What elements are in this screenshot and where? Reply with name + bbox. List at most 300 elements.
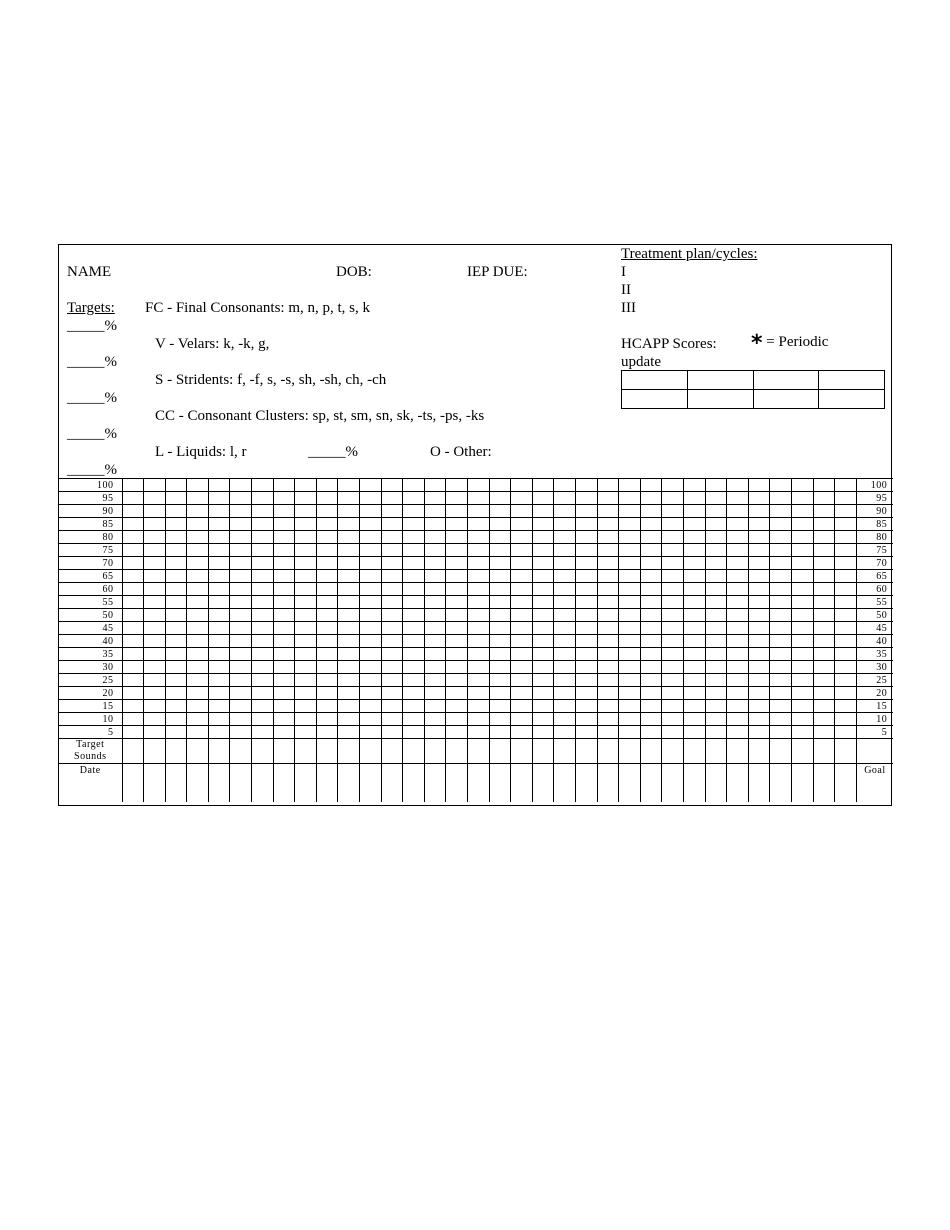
grid-cell[interactable] — [468, 505, 490, 518]
grid-cell[interactable] — [532, 492, 554, 505]
grid-cell[interactable] — [597, 713, 619, 726]
grid-cell[interactable] — [338, 700, 360, 713]
grid-cell[interactable] — [532, 544, 554, 557]
grid-cell[interactable] — [835, 726, 857, 739]
grid-cell[interactable] — [770, 609, 792, 622]
grid-cell[interactable] — [662, 622, 684, 635]
grid-cell[interactable] — [813, 713, 835, 726]
grid-cell[interactable] — [316, 674, 338, 687]
grid-cell[interactable] — [403, 687, 425, 700]
grid-cell[interactable] — [662, 596, 684, 609]
grid-cell[interactable] — [532, 479, 554, 492]
grid-cell[interactable] — [252, 661, 274, 674]
grid-cell[interactable] — [165, 479, 187, 492]
grid-cell[interactable] — [403, 479, 425, 492]
grid-cell[interactable] — [575, 596, 597, 609]
grid-cell[interactable] — [597, 764, 619, 803]
grid-cell[interactable] — [770, 570, 792, 583]
grid-cell[interactable] — [727, 648, 749, 661]
grid-cell[interactable] — [122, 557, 144, 570]
grid-cell[interactable] — [748, 661, 770, 674]
grid-cell[interactable] — [640, 764, 662, 803]
grid-cell[interactable] — [683, 531, 705, 544]
grid-cell[interactable] — [122, 648, 144, 661]
grid-cell[interactable] — [360, 609, 382, 622]
grid-cell[interactable] — [619, 544, 641, 557]
grid-cell[interactable] — [273, 609, 295, 622]
grid-cell[interactable] — [835, 583, 857, 596]
grid-cell[interactable] — [381, 700, 403, 713]
grid-cell[interactable] — [122, 505, 144, 518]
grid-cell[interactable] — [813, 764, 835, 803]
grid-cell[interactable] — [187, 479, 209, 492]
grid-cell[interactable] — [273, 648, 295, 661]
grid-cell[interactable] — [575, 622, 597, 635]
grid-cell[interactable] — [813, 635, 835, 648]
grid-cell[interactable] — [252, 557, 274, 570]
grid-cell[interactable] — [295, 764, 317, 803]
grid-cell[interactable] — [338, 609, 360, 622]
grid-cell[interactable] — [791, 635, 813, 648]
grid-cell[interactable] — [360, 713, 382, 726]
grid-cell[interactable] — [640, 492, 662, 505]
grid-cell[interactable] — [446, 700, 468, 713]
grid-cell[interactable] — [316, 764, 338, 803]
grid-cell[interactable] — [705, 531, 727, 544]
grid-cell[interactable] — [144, 518, 166, 531]
grid-cell[interactable] — [424, 479, 446, 492]
grid-cell[interactable] — [187, 648, 209, 661]
grid-cell[interactable] — [165, 557, 187, 570]
grid-cell[interactable] — [122, 661, 144, 674]
grid-cell[interactable] — [662, 570, 684, 583]
grid-cell[interactable] — [252, 713, 274, 726]
grid-cell[interactable] — [619, 739, 641, 764]
grid-cell[interactable] — [360, 635, 382, 648]
grid-cell[interactable] — [360, 583, 382, 596]
grid-cell[interactable] — [662, 544, 684, 557]
grid-cell[interactable] — [835, 635, 857, 648]
grid-cell[interactable] — [144, 544, 166, 557]
grid-cell[interactable] — [424, 505, 446, 518]
grid-cell[interactable] — [360, 518, 382, 531]
grid-cell[interactable] — [748, 622, 770, 635]
grid-cell[interactable] — [554, 492, 576, 505]
grid-cell[interactable] — [791, 739, 813, 764]
grid-cell[interactable] — [360, 687, 382, 700]
grid-cell[interactable] — [640, 609, 662, 622]
grid-cell[interactable] — [187, 739, 209, 764]
grid-cell[interactable] — [835, 622, 857, 635]
grid-cell[interactable] — [554, 505, 576, 518]
grid-cell[interactable] — [468, 687, 490, 700]
grid-cell[interactable] — [662, 479, 684, 492]
grid-cell[interactable] — [424, 518, 446, 531]
grid-cell[interactable] — [424, 492, 446, 505]
grid-cell[interactable] — [727, 622, 749, 635]
grid-cell[interactable] — [770, 544, 792, 557]
grid-cell[interactable] — [511, 609, 533, 622]
grid-cell[interactable] — [705, 700, 727, 713]
grid-cell[interactable] — [273, 492, 295, 505]
grid-cell[interactable] — [835, 596, 857, 609]
grid-cell[interactable] — [403, 739, 425, 764]
grid-cell[interactable] — [705, 505, 727, 518]
grid-cell[interactable] — [424, 622, 446, 635]
grid-cell[interactable] — [144, 726, 166, 739]
grid-cell[interactable] — [381, 518, 403, 531]
grid-cell[interactable] — [165, 648, 187, 661]
grid-cell[interactable] — [295, 648, 317, 661]
grid-cell[interactable] — [554, 726, 576, 739]
grid-cell[interactable] — [575, 570, 597, 583]
grid-cell[interactable] — [511, 583, 533, 596]
grid-cell[interactable] — [813, 557, 835, 570]
grid-cell[interactable] — [791, 518, 813, 531]
grid-cell[interactable] — [511, 518, 533, 531]
grid-cell[interactable] — [295, 726, 317, 739]
grid-cell[interactable] — [252, 726, 274, 739]
grid-cell[interactable] — [554, 609, 576, 622]
grid-cell[interactable] — [813, 648, 835, 661]
grid-cell[interactable] — [208, 739, 230, 764]
grid-cell[interactable] — [381, 531, 403, 544]
grid-cell[interactable] — [424, 596, 446, 609]
grid-cell[interactable] — [662, 518, 684, 531]
grid-cell[interactable] — [683, 518, 705, 531]
grid-cell[interactable] — [252, 479, 274, 492]
grid-cell[interactable] — [619, 505, 641, 518]
grid-cell[interactable] — [489, 700, 511, 713]
grid-cell[interactable] — [683, 687, 705, 700]
grid-cell[interactable] — [316, 622, 338, 635]
grid-cell[interactable] — [424, 544, 446, 557]
grid-cell[interactable] — [532, 739, 554, 764]
grid-cell[interactable] — [554, 713, 576, 726]
grid-cell[interactable] — [360, 570, 382, 583]
grid-cell[interactable] — [597, 583, 619, 596]
grid-cell[interactable] — [273, 764, 295, 803]
grid-cell[interactable] — [295, 531, 317, 544]
grid-cell[interactable] — [122, 583, 144, 596]
grid-cell[interactable] — [662, 583, 684, 596]
grid-cell[interactable] — [489, 674, 511, 687]
grid-cell[interactable] — [770, 687, 792, 700]
grid-cell[interactable] — [748, 596, 770, 609]
grid-cell[interactable] — [489, 531, 511, 544]
grid-cell[interactable] — [532, 700, 554, 713]
grid-cell[interactable] — [705, 726, 727, 739]
grid-cell[interactable] — [273, 687, 295, 700]
grid-cell[interactable] — [619, 609, 641, 622]
grid-cell[interactable] — [511, 505, 533, 518]
grid-cell[interactable] — [273, 518, 295, 531]
grid-cell[interactable] — [252, 739, 274, 764]
grid-cell[interactable] — [424, 609, 446, 622]
grid-cell[interactable] — [468, 544, 490, 557]
grid-cell[interactable] — [554, 583, 576, 596]
grid-cell[interactable] — [144, 635, 166, 648]
grid-cell[interactable] — [597, 661, 619, 674]
grid-cell[interactable] — [187, 570, 209, 583]
grid-cell[interactable] — [813, 518, 835, 531]
hcapp-score-cell[interactable] — [753, 390, 819, 409]
grid-cell[interactable] — [424, 635, 446, 648]
grid-cell[interactable] — [144, 713, 166, 726]
grid-cell[interactable] — [273, 622, 295, 635]
grid-cell[interactable] — [446, 492, 468, 505]
grid-cell[interactable] — [295, 544, 317, 557]
grid-cell[interactable] — [748, 544, 770, 557]
grid-cell[interactable] — [511, 622, 533, 635]
grid-cell[interactable] — [575, 531, 597, 544]
grid-cell[interactable] — [252, 518, 274, 531]
grid-cell[interactable] — [532, 635, 554, 648]
grid-cell[interactable] — [705, 713, 727, 726]
grid-cell[interactable] — [338, 570, 360, 583]
grid-cell[interactable] — [683, 570, 705, 583]
grid-cell[interactable] — [640, 544, 662, 557]
grid-cell[interactable] — [468, 764, 490, 803]
grid-cell[interactable] — [489, 544, 511, 557]
grid-cell[interactable] — [316, 518, 338, 531]
grid-cell[interactable] — [791, 505, 813, 518]
grid-cell[interactable] — [683, 700, 705, 713]
grid-cell[interactable] — [252, 700, 274, 713]
grid-cell[interactable] — [187, 764, 209, 803]
grid-cell[interactable] — [813, 726, 835, 739]
grid-cell[interactable] — [554, 544, 576, 557]
grid-cell[interactable] — [597, 674, 619, 687]
grid-cell[interactable] — [597, 596, 619, 609]
grid-cell[interactable] — [770, 596, 792, 609]
grid-cell[interactable] — [705, 609, 727, 622]
grid-cell[interactable] — [597, 648, 619, 661]
grid-cell[interactable] — [727, 544, 749, 557]
grid-cell[interactable] — [619, 492, 641, 505]
grid-cell[interactable] — [273, 700, 295, 713]
grid-cell[interactable] — [144, 583, 166, 596]
grid-cell[interactable] — [122, 674, 144, 687]
grid-cell[interactable] — [554, 557, 576, 570]
grid-cell[interactable] — [619, 674, 641, 687]
grid-cell[interactable] — [619, 713, 641, 726]
grid-cell[interactable] — [791, 609, 813, 622]
grid-cell[interactable] — [338, 674, 360, 687]
grid-cell[interactable] — [165, 531, 187, 544]
grid-cell[interactable] — [705, 648, 727, 661]
hcapp-score-cell[interactable] — [819, 371, 885, 390]
grid-cell[interactable] — [446, 739, 468, 764]
grid-cell[interactable] — [230, 674, 252, 687]
grid-cell[interactable] — [252, 609, 274, 622]
grid-cell[interactable] — [381, 713, 403, 726]
grid-cell[interactable] — [446, 596, 468, 609]
grid-cell[interactable] — [727, 531, 749, 544]
grid-cell[interactable] — [295, 570, 317, 583]
grid-cell[interactable] — [403, 518, 425, 531]
grid-cell[interactable] — [424, 700, 446, 713]
grid-cell[interactable] — [273, 531, 295, 544]
grid-cell[interactable] — [273, 479, 295, 492]
grid-cell[interactable] — [446, 635, 468, 648]
grid-cell[interactable] — [468, 700, 490, 713]
grid-cell[interactable] — [424, 726, 446, 739]
grid-cell[interactable] — [165, 492, 187, 505]
grid-cell[interactable] — [554, 596, 576, 609]
grid-cell[interactable] — [230, 609, 252, 622]
grid-cell[interactable] — [381, 492, 403, 505]
grid-cell[interactable] — [489, 726, 511, 739]
hcapp-score-cell[interactable] — [687, 371, 753, 390]
grid-cell[interactable] — [640, 713, 662, 726]
grid-cell[interactable] — [489, 596, 511, 609]
grid-cell[interactable] — [424, 570, 446, 583]
grid-cell[interactable] — [252, 674, 274, 687]
grid-cell[interactable] — [165, 700, 187, 713]
grid-cell[interactable] — [316, 726, 338, 739]
grid-cell[interactable] — [835, 557, 857, 570]
grid-cell[interactable] — [554, 479, 576, 492]
grid-cell[interactable] — [683, 492, 705, 505]
grid-cell[interactable] — [468, 739, 490, 764]
grid-cell[interactable] — [468, 713, 490, 726]
grid-cell[interactable] — [230, 648, 252, 661]
grid-cell[interactable] — [813, 492, 835, 505]
grid-cell[interactable] — [597, 479, 619, 492]
grid-cell[interactable] — [403, 557, 425, 570]
grid-cell[interactable] — [748, 531, 770, 544]
grid-cell[interactable] — [273, 570, 295, 583]
grid-cell[interactable] — [683, 661, 705, 674]
grid-cell[interactable] — [791, 596, 813, 609]
grid-cell[interactable] — [640, 479, 662, 492]
grid-cell[interactable] — [640, 557, 662, 570]
grid-cell[interactable] — [403, 726, 425, 739]
grid-cell[interactable] — [338, 583, 360, 596]
grid-cell[interactable] — [727, 661, 749, 674]
grid-cell[interactable] — [338, 596, 360, 609]
grid-cell[interactable] — [640, 505, 662, 518]
grid-cell[interactable] — [640, 518, 662, 531]
grid-cell[interactable] — [511, 764, 533, 803]
grid-cell[interactable] — [187, 726, 209, 739]
grid-cell[interactable] — [252, 596, 274, 609]
grid-cell[interactable] — [338, 479, 360, 492]
grid-cell[interactable] — [813, 739, 835, 764]
grid-cell[interactable] — [575, 479, 597, 492]
grid-cell[interactable] — [813, 505, 835, 518]
grid-cell[interactable] — [360, 531, 382, 544]
grid-cell[interactable] — [489, 713, 511, 726]
grid-cell[interactable] — [532, 726, 554, 739]
grid-cell[interactable] — [705, 622, 727, 635]
grid-cell[interactable] — [705, 661, 727, 674]
grid-cell[interactable] — [532, 713, 554, 726]
grid-cell[interactable] — [252, 544, 274, 557]
grid-cell[interactable] — [770, 726, 792, 739]
grid-cell[interactable] — [468, 609, 490, 622]
grid-cell[interactable] — [554, 739, 576, 764]
grid-cell[interactable] — [295, 479, 317, 492]
grid-cell[interactable] — [165, 687, 187, 700]
grid-cell[interactable] — [446, 713, 468, 726]
grid-cell[interactable] — [554, 648, 576, 661]
hcapp-score-cell[interactable] — [753, 371, 819, 390]
grid-cell[interactable] — [813, 622, 835, 635]
grid-cell[interactable] — [683, 596, 705, 609]
grid-cell[interactable] — [575, 674, 597, 687]
grid-cell[interactable] — [554, 700, 576, 713]
grid-cell[interactable] — [122, 531, 144, 544]
grid-cell[interactable] — [144, 505, 166, 518]
grid-cell[interactable] — [252, 764, 274, 803]
grid-cell[interactable] — [813, 479, 835, 492]
grid-cell[interactable] — [489, 661, 511, 674]
grid-cell[interactable] — [187, 687, 209, 700]
grid-cell[interactable] — [554, 764, 576, 803]
grid-cell[interactable] — [748, 700, 770, 713]
grid-cell[interactable] — [575, 700, 597, 713]
grid-cell[interactable] — [791, 557, 813, 570]
grid-cell[interactable] — [835, 531, 857, 544]
grid-cell[interactable] — [208, 570, 230, 583]
grid-cell[interactable] — [230, 518, 252, 531]
grid-cell[interactable] — [727, 674, 749, 687]
grid-cell[interactable] — [619, 661, 641, 674]
grid-cell[interactable] — [360, 505, 382, 518]
grid-cell[interactable] — [597, 492, 619, 505]
grid-cell[interactable] — [144, 557, 166, 570]
grid-cell[interactable] — [770, 622, 792, 635]
grid-cell[interactable] — [489, 764, 511, 803]
grid-cell[interactable] — [468, 661, 490, 674]
grid-cell[interactable] — [403, 635, 425, 648]
target-sounds-goal-cell[interactable] — [856, 739, 893, 764]
grid-cell[interactable] — [619, 648, 641, 661]
grid-cell[interactable] — [640, 596, 662, 609]
grid-cell[interactable] — [489, 609, 511, 622]
grid-cell[interactable] — [230, 583, 252, 596]
grid-cell[interactable] — [640, 648, 662, 661]
grid-cell[interactable] — [165, 739, 187, 764]
grid-cell[interactable] — [511, 557, 533, 570]
grid-cell[interactable] — [468, 570, 490, 583]
grid-cell[interactable] — [489, 505, 511, 518]
grid-cell[interactable] — [316, 492, 338, 505]
grid-cell[interactable] — [187, 583, 209, 596]
grid-cell[interactable] — [683, 648, 705, 661]
grid-cell[interactable] — [122, 764, 144, 803]
grid-cell[interactable] — [619, 557, 641, 570]
grid-cell[interactable] — [360, 648, 382, 661]
grid-cell[interactable] — [187, 531, 209, 544]
grid-cell[interactable] — [424, 674, 446, 687]
grid-cell[interactable] — [640, 622, 662, 635]
grid-cell[interactable] — [424, 557, 446, 570]
grid-cell[interactable] — [489, 479, 511, 492]
grid-cell[interactable] — [748, 583, 770, 596]
grid-cell[interactable] — [748, 764, 770, 803]
grid-cell[interactable] — [316, 609, 338, 622]
grid-cell[interactable] — [446, 648, 468, 661]
grid-cell[interactable] — [295, 739, 317, 764]
grid-cell[interactable] — [252, 687, 274, 700]
grid-cell[interactable] — [554, 687, 576, 700]
grid-cell[interactable] — [791, 726, 813, 739]
grid-cell[interactable] — [727, 764, 749, 803]
grid-cell[interactable] — [316, 661, 338, 674]
